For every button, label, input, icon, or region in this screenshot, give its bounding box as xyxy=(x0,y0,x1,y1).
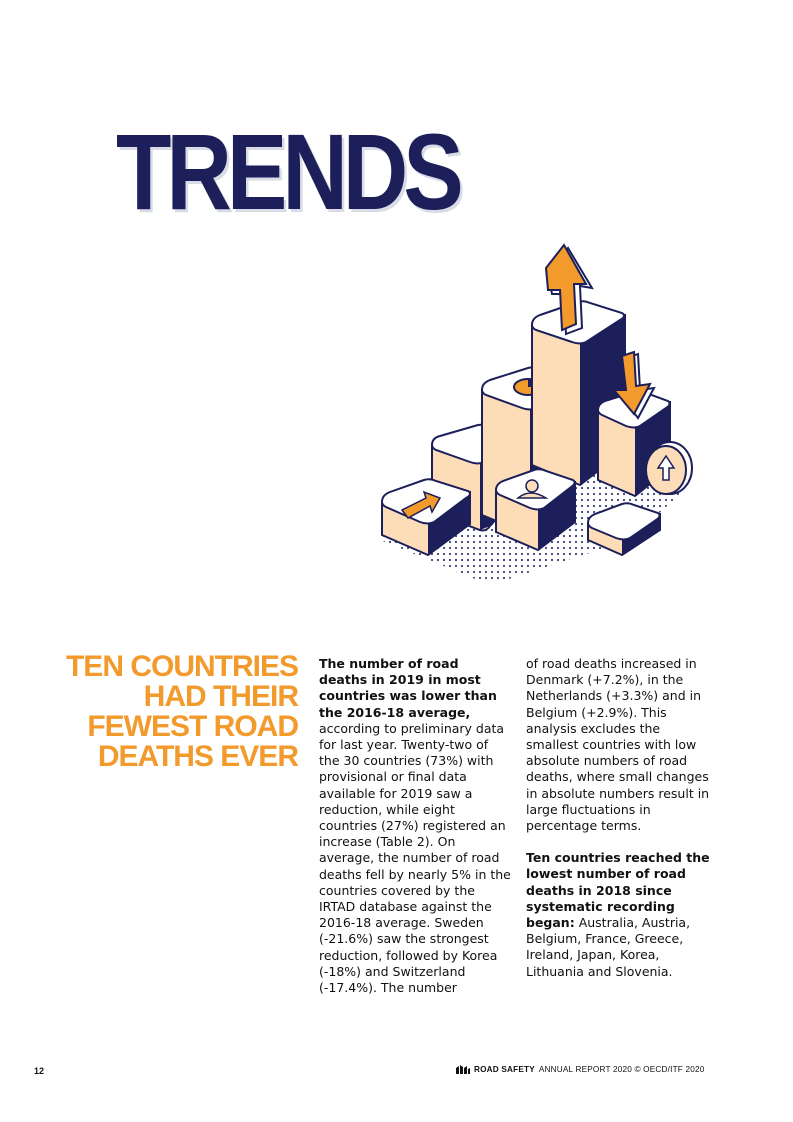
body-text: Australia, Austria, Belgium, France, Greece, Ireland, Japan, Korea, Lithuania and Slovenia. xyxy=(526,915,691,979)
lead-bold-text: The number of road deaths in 2019 in most countries was lower than the 2016-18 average, xyxy=(319,656,497,720)
page-title: TRENDS xyxy=(116,111,459,232)
subhead-line: HAD THEIR xyxy=(143,680,298,713)
running-footer xyxy=(456,1065,704,1074)
body-paragraph xyxy=(526,850,712,980)
itf-logo-icon xyxy=(456,1065,470,1074)
body-paragraph xyxy=(319,656,511,996)
subhead-line: DEATHS EVER xyxy=(97,740,298,773)
subhead-line: FEWEST ROAD xyxy=(87,710,298,743)
subhead-line: TEN COUNTRIES xyxy=(65,650,298,683)
page-number: 12 xyxy=(34,1066,45,1076)
body-paragraph: of road deaths increased in Denmark (+7.2%), in the Netherlands (+3.3%) and in Belgium (+2.9%). This analysis excludes the smallest countries with low absolute numbers of road deaths, where small changes in absolute numbers result in large fluctuations in percentage terms. xyxy=(526,656,710,834)
footer-text: ANNUAL REPORT 2020 © OECD/ITF 2020 xyxy=(538,1065,705,1074)
section-subheading xyxy=(60,652,298,772)
body-text: according to preliminary data for last year. Twenty-two of the 30 countries (73%) with provisional or final data available for 2019 saw a reduction, while eight countries (27%) registered an increase (Table 2). On average, the number of road deaths fell by nearly 5% in the countries covered by the IRTAD database against the 2016-18 average. Sweden (-21.6%) saw the strongest reduction, followed by Korea (-18%) and Switzerland (-17.4%). The number xyxy=(319,720,511,996)
body-column-2 xyxy=(526,656,712,980)
bar-chart-illustration xyxy=(370,240,720,580)
body-column-1 xyxy=(319,656,511,996)
footer-brand: ROAD SAFETY xyxy=(474,1065,535,1074)
lead-bold-text: Ten countries reached the lowest number of road deaths in 2018 since systematic recording began: xyxy=(526,850,710,931)
